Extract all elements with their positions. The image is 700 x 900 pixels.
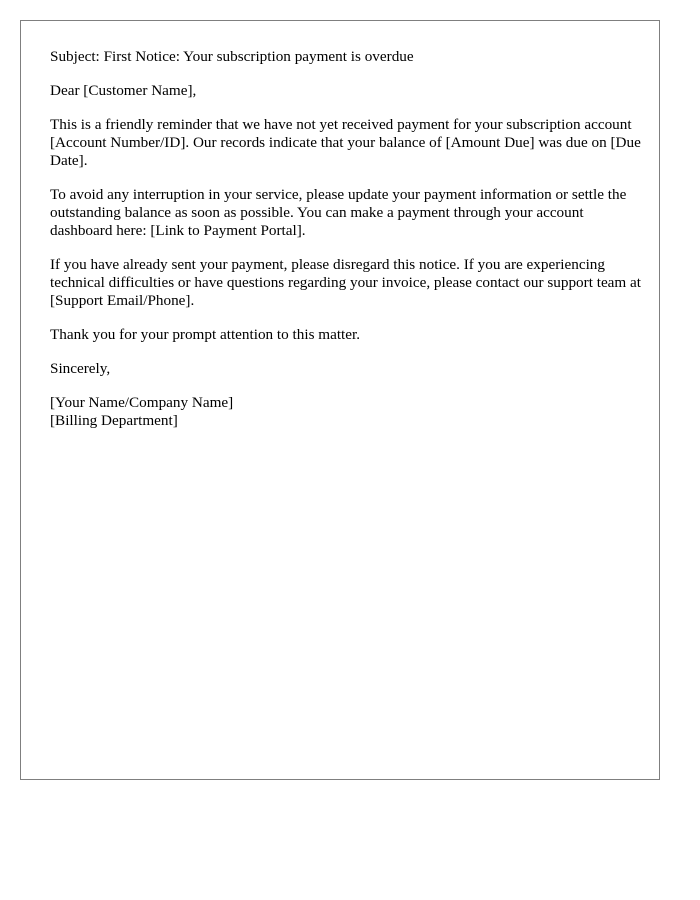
signature-block bbox=[50, 394, 642, 430]
letter-paragraph-thanks: Thank you for your prompt attention to this matter. bbox=[50, 326, 361, 343]
letter-frame bbox=[20, 20, 660, 780]
letter-subject: Subject: First Notice: Your subscription payment is overdue bbox=[50, 48, 414, 65]
letter-closing: Sincerely, bbox=[50, 360, 111, 377]
letter-salutation: Dear [Customer Name], bbox=[50, 82, 197, 99]
signature-name: [Your Name/Company Name] bbox=[50, 394, 234, 411]
letter-paragraph-reminder: This is a friendly reminder that we have not yet received payment for your subscription account [Account Number/ID]. Our records indicate that your balance of [Amount Due] was due on [Due Date]. bbox=[50, 116, 641, 169]
signature-department: [Billing Department] bbox=[50, 412, 178, 429]
letter-paragraph-disregard-notice: If you have already sent your payment, please disregard this notice. If you are experiencing technical difficulties or have questions regarding your invoice, please contact our support team at [Support Email/Phone]. bbox=[50, 256, 641, 309]
letter-content bbox=[50, 48, 642, 446]
letter-paragraph-payment-instructions: To avoid any interruption in your service, please update your payment information or settle the outstanding balance as soon as possible. You can make a payment through your account dashboard here: [Link to Payment Portal]. bbox=[50, 186, 627, 239]
